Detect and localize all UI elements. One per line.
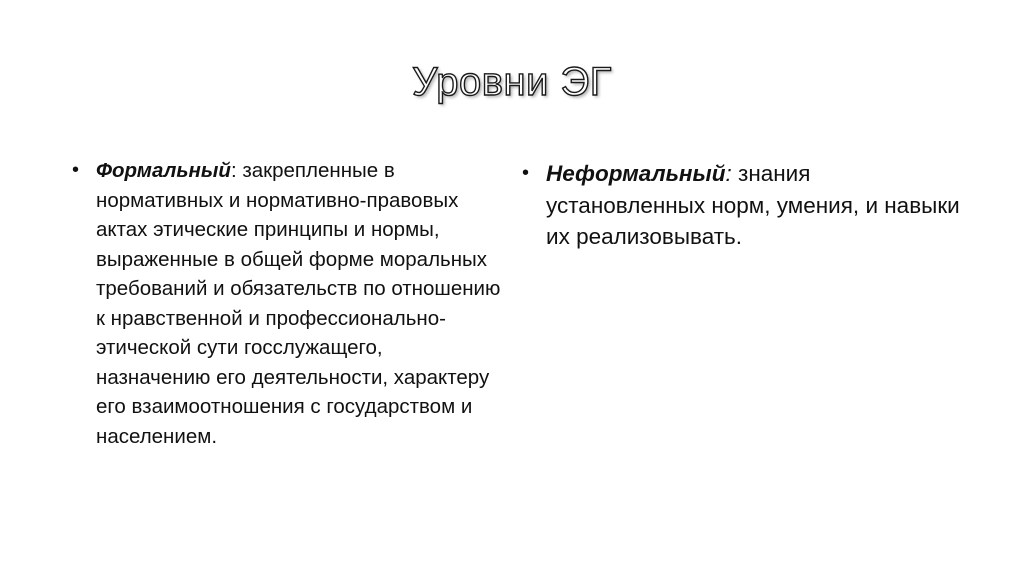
formal-separator: : <box>230 159 237 182</box>
bullet-informal <box>520 158 960 253</box>
left-column <box>70 156 502 451</box>
formal-term: Формальный <box>96 159 231 182</box>
bullet-formal <box>70 156 502 451</box>
formal-definition: закрепленные в нормативных и нормативно-правовых актах этические принципы и нормы, выраженные в общей форме моральных требований и обязательств по отношению к нравственной и профессионально-этической сути госслужащего, назначению его деятельности, характеру его взаимоотношения с государством и населением. <box>96 159 501 448</box>
right-column <box>520 158 960 253</box>
informal-separator: : <box>725 161 732 186</box>
slide-title: Уровни ЭГ <box>412 60 612 104</box>
bullet-dot-icon: • <box>72 159 80 181</box>
informal-term: Неформальный <box>546 161 726 186</box>
bullet-dot-icon: • <box>522 162 530 184</box>
informal-definition: знания установленных норм, умения, и навыки их реализовывать. <box>546 161 960 249</box>
